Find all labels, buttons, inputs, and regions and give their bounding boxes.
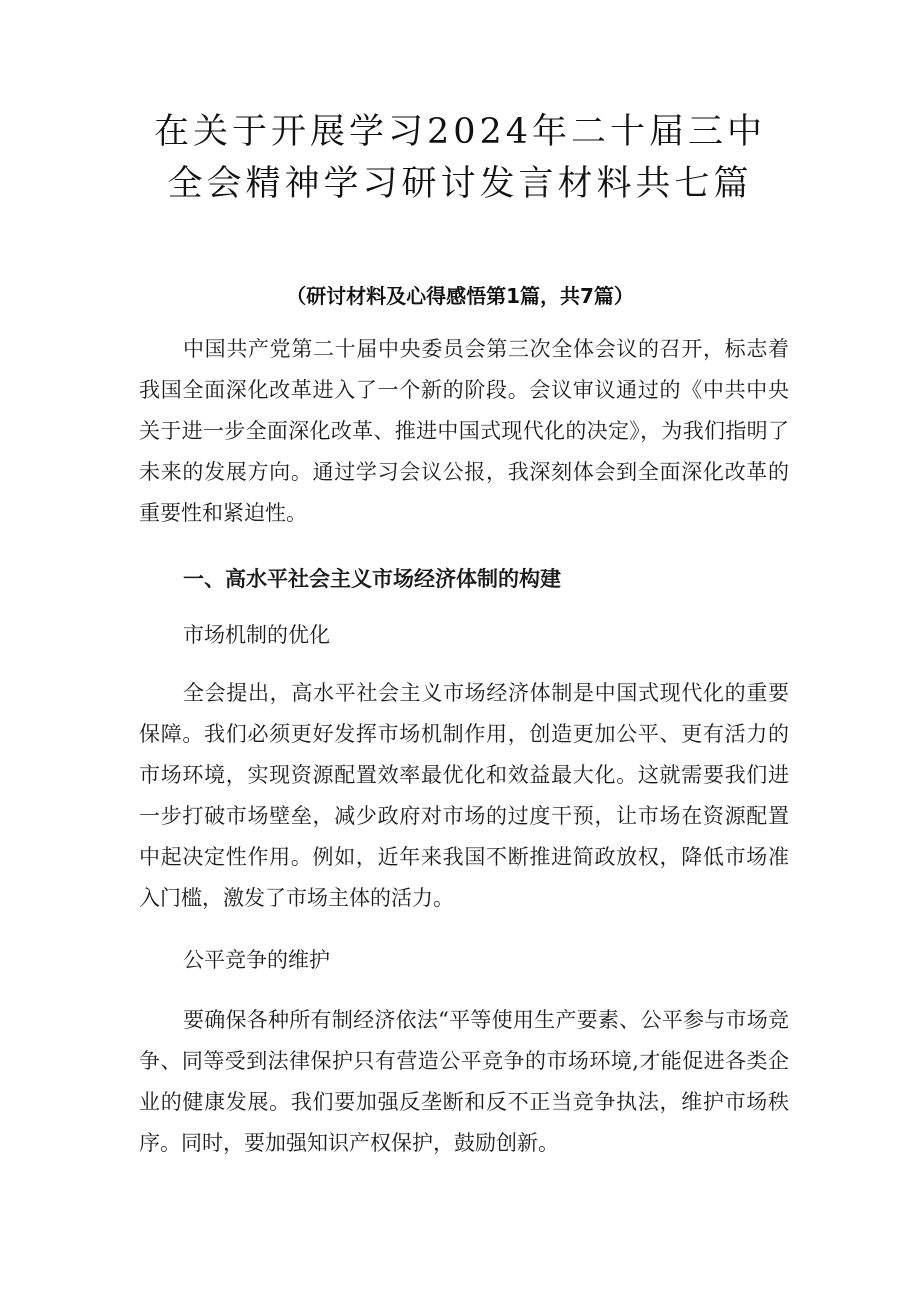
subsection-heading-fair-competition: 公平竞争的维护 — [183, 948, 330, 972]
intro-paragraph: 中国共产党第二十届中央委员会第三次全体会议的召开，标志着我国全面深化改革进入了一个新的阶段。会议审议通过的《中共中央关于进一步全面深化改革、推进中国式现代化的决定》，为我们指明了未来的发展方向。通过学习会议公报，我深刻体会到全面深化改革的重要性和紧迫性。 — [139, 337, 789, 525]
section-heading: 一、高水平社会主义市场经济体制的构建 — [183, 567, 561, 591]
fair-competition-paragraph: 要确保各种所有制经济依法“平等使用生产要素、公平参与市场竞争、同等受到法律保护只有营造公平竞争的市场环境,才能促进各类企业的健康发展。我们要加强反垄断和反不正当竞争执法，维护市场秩序。同时，要加强知识产权保护，鼓励创新。 — [139, 1008, 789, 1155]
document-subtitle: （研讨材料及心得感悟第1篇，共7篇） — [286, 284, 634, 308]
market-mechanism-paragraph: 全会提出，高水平社会主义市场经济体制是中国式现代化的重要保障。我们必须更好发挥市场机制作用，创造更加公平、更有活力的市场环境，实现资源配置效率最优化和效益最大化。这就需要我们进一步打破市场壁垒，减少政府对市场的过度干预，让市场在资源配置中起决定性作用。例如，近年来我国不断推进简政放权，降低市场准入门槛，激发了市场主体的活力。 — [139, 681, 789, 910]
document-title: 在关于开展学习2024年二十届三中全会精神学习研讨发言材料共七篇 — [153, 112, 767, 204]
subsection-heading-market-mechanism: 市场机制的优化 — [183, 623, 330, 647]
